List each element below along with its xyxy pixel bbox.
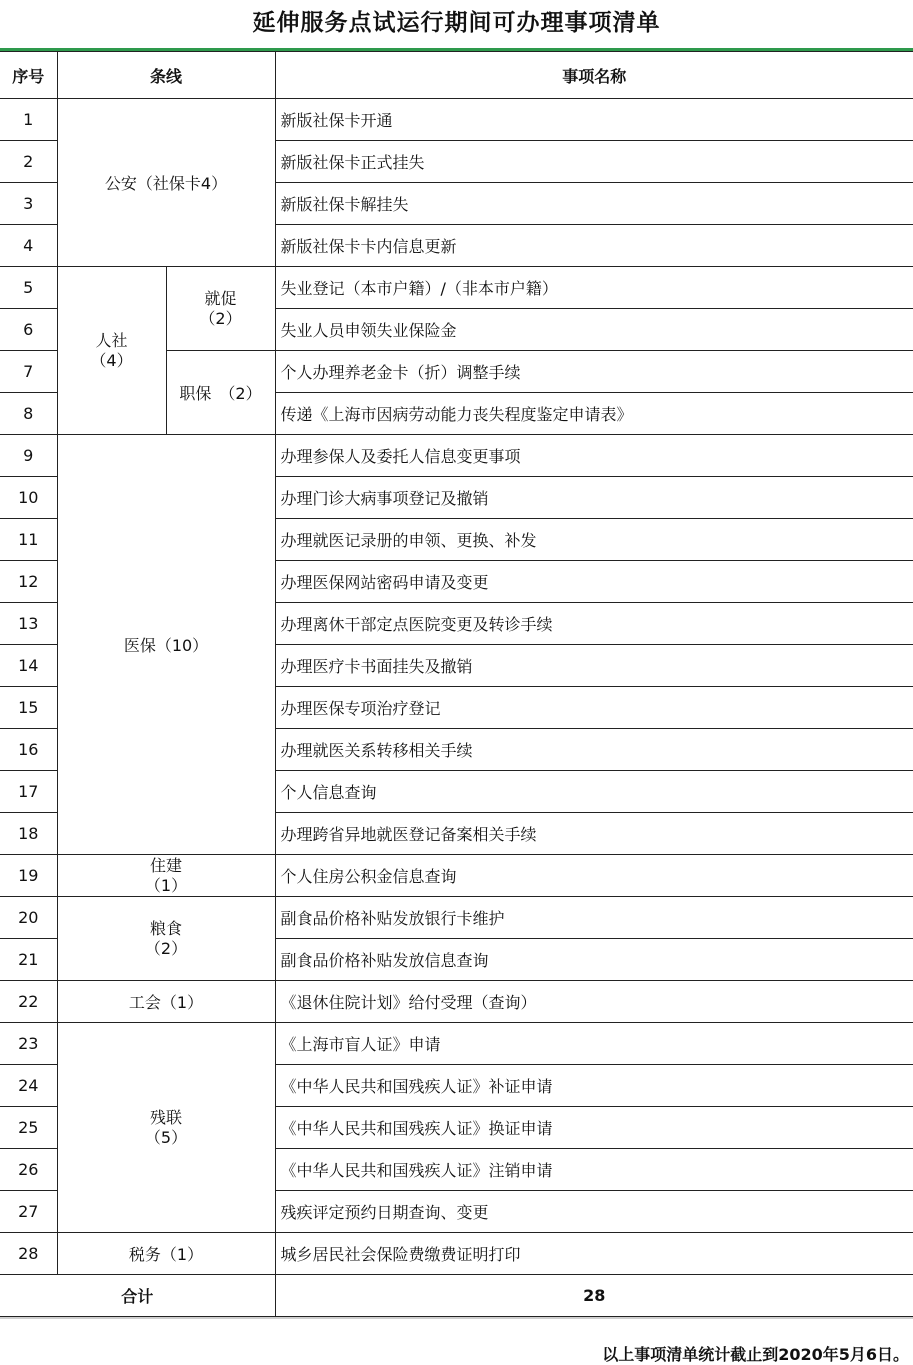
group-zhibao: 职保 （2） (166, 351, 275, 435)
row-item: 城乡居民社会保险费缴费证明打印 (275, 1233, 913, 1275)
row-num: 3 (0, 183, 57, 225)
row-item: 个人住房公积金信息查询 (275, 855, 913, 897)
bottom-divider (0, 1317, 913, 1319)
row-num: 1 (0, 99, 57, 141)
row-num: 26 (0, 1149, 57, 1191)
group-jiucu-count: （2） (199, 308, 242, 328)
table-row (0, 267, 913, 309)
row-item: 失业登记（本市户籍）/（非本市户籍） (275, 267, 913, 309)
row-item: 办理医疗卡书面挂失及撤销 (275, 645, 913, 687)
group-renshe-count: （4） (90, 350, 133, 370)
header-num: 序号 (0, 52, 57, 99)
row-item: 办理门诊大病事项登记及撤销 (275, 477, 913, 519)
row-item: 《上海市盲人证》申请 (275, 1023, 913, 1065)
group-liangshi (57, 897, 275, 981)
items-table (0, 51, 913, 1317)
row-item: 新版社保卡开通 (275, 99, 913, 141)
row-item: 办理离休干部定点医院变更及转诊手续 (275, 603, 913, 645)
table-row (0, 855, 913, 897)
row-num: 22 (0, 981, 57, 1023)
row-num: 27 (0, 1191, 57, 1233)
table-row (0, 1023, 913, 1065)
table-row (0, 99, 913, 141)
row-item: 副食品价格补贴发放银行卡维护 (275, 897, 913, 939)
header-item: 事项名称 (275, 52, 913, 99)
row-item: 残疾评定预约日期查询、变更 (275, 1191, 913, 1233)
group-jiucu-label: 就促 (204, 288, 237, 308)
table-header-row (0, 52, 913, 99)
row-item: 办理跨省异地就医登记备案相关手续 (275, 813, 913, 855)
row-num: 28 (0, 1233, 57, 1275)
row-item: 个人信息查询 (275, 771, 913, 813)
group-zhujian-count: （1） (144, 875, 188, 895)
row-num: 21 (0, 939, 57, 981)
group-jiucu (166, 267, 275, 351)
page-title: 延伸服务点试运行期间可办理事项清单 (252, 10, 661, 36)
row-item: 办理就医关系转移相关手续 (275, 729, 913, 771)
row-item: 《退休住院计划》给付受理（查询） (275, 981, 913, 1023)
header-line: 条线 (57, 52, 275, 99)
row-item: 办理参保人及委托人信息变更事项 (275, 435, 913, 477)
row-num: 11 (0, 519, 57, 561)
row-item: 新版社保卡解挂失 (275, 183, 913, 225)
row-num: 23 (0, 1023, 57, 1065)
row-num: 13 (0, 603, 57, 645)
row-num: 5 (0, 267, 57, 309)
row-num: 20 (0, 897, 57, 939)
row-num: 10 (0, 477, 57, 519)
row-item: 办理医保网站密码申请及变更 (275, 561, 913, 603)
row-num: 25 (0, 1107, 57, 1149)
table-row (0, 981, 913, 1023)
table-row (0, 1233, 913, 1275)
group-shuiwu: 税务（1） (57, 1233, 275, 1275)
group-canlian (57, 1023, 275, 1233)
footer-note: 以上事项清单统计截止到2020年5月6日。 (602, 1345, 909, 1364)
row-num: 14 (0, 645, 57, 687)
group-liangshi-count: （2） (144, 938, 188, 958)
group-yibao: 医保（10） (57, 435, 275, 855)
row-num: 4 (0, 225, 57, 267)
row-item: 办理就医记录册的申领、更换、补发 (275, 519, 913, 561)
row-item: 《中华人民共和国残疾人证》补证申请 (275, 1065, 913, 1107)
row-item: 传递《上海市因病劳动能力丧失程度鉴定申请表》 (275, 393, 913, 435)
row-num: 6 (0, 309, 57, 351)
row-item: 《中华人民共和国残疾人证》注销申请 (275, 1149, 913, 1191)
total-value: 28 (275, 1275, 913, 1317)
row-num: 18 (0, 813, 57, 855)
row-item: 失业人员申领失业保险金 (275, 309, 913, 351)
total-label: 合计 (0, 1275, 275, 1317)
row-num: 9 (0, 435, 57, 477)
group-renshe-label: 人社 (95, 330, 128, 350)
row-item: 个人办理养老金卡（折）调整手续 (275, 351, 913, 393)
row-num: 2 (0, 141, 57, 183)
row-num: 8 (0, 393, 57, 435)
row-num: 17 (0, 771, 57, 813)
row-item: 新版社保卡卡内信息更新 (275, 225, 913, 267)
group-canlian-count: （5） (144, 1127, 188, 1147)
group-gonghui: 工会（1） (57, 981, 275, 1023)
group-zhujian (57, 855, 275, 897)
group-zhujian-label: 住建 (150, 855, 183, 875)
group-liangshi-label: 粮食 (150, 918, 183, 938)
row-item: 《中华人民共和国残疾人证》换证申请 (275, 1107, 913, 1149)
row-num: 15 (0, 687, 57, 729)
table-row (0, 435, 913, 477)
table-row (0, 897, 913, 939)
total-row (0, 1275, 913, 1317)
row-item: 办理医保专项治疗登记 (275, 687, 913, 729)
row-num: 24 (0, 1065, 57, 1107)
row-num: 12 (0, 561, 57, 603)
row-num: 16 (0, 729, 57, 771)
row-num: 7 (0, 351, 57, 393)
group-renshe (57, 267, 166, 435)
row-item: 新版社保卡正式挂失 (275, 141, 913, 183)
row-item: 副食品价格补贴发放信息查询 (275, 939, 913, 981)
row-num: 19 (0, 855, 57, 897)
group-gongan: 公安（社保卡4） (57, 99, 275, 267)
group-canlian-label: 残联 (150, 1107, 183, 1127)
